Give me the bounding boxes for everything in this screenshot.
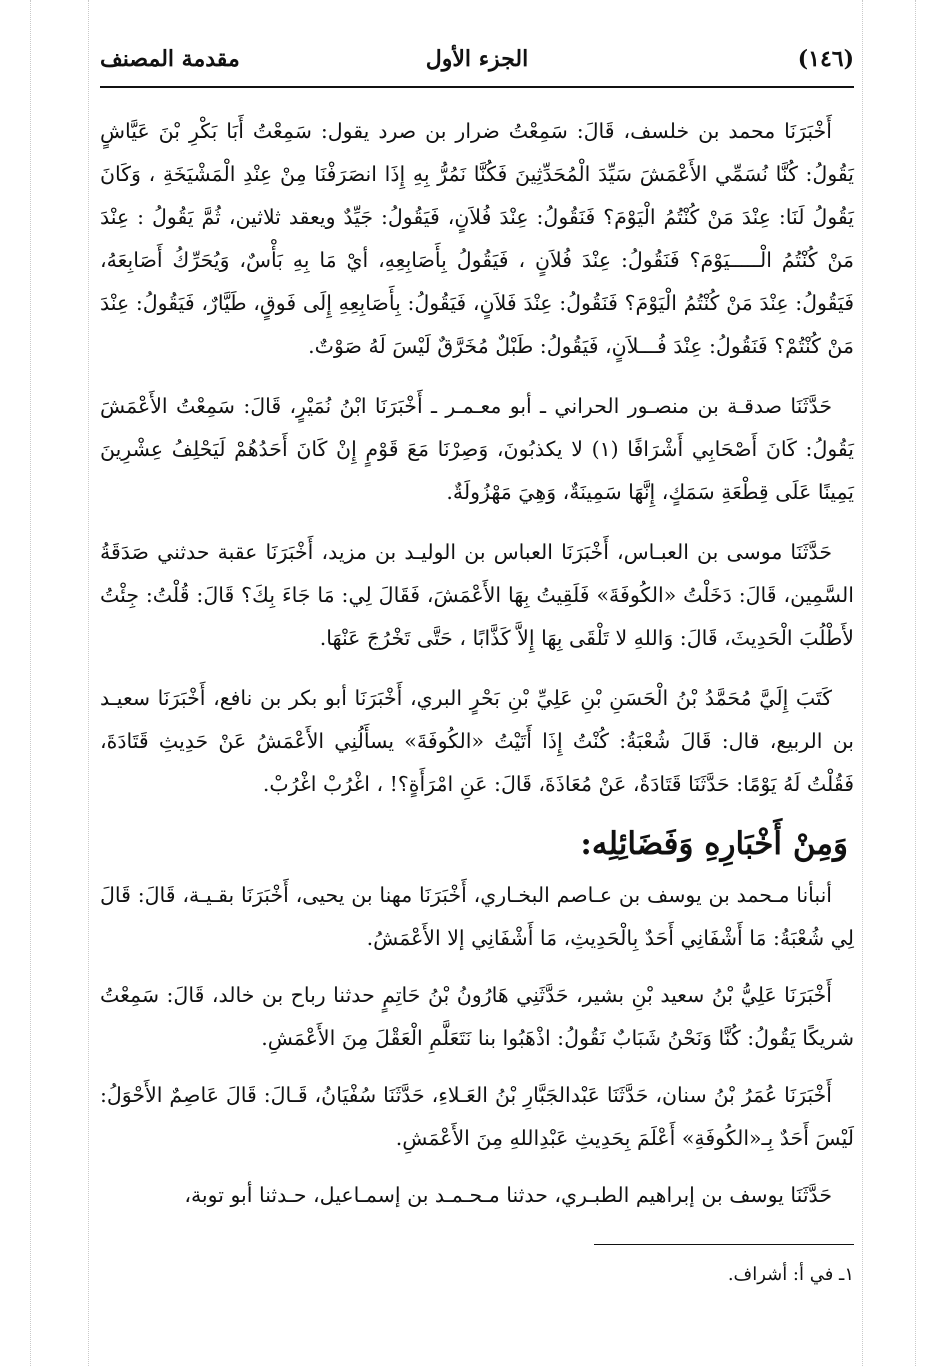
paragraph: حَدَّثَنَا يوسف بن إبراهيم الطبـري، حدثنا مـحـمـد بن إسمـاعيل، حـدثنا أبو توبة، [184, 1183, 832, 1207]
paragraph: حَدَّثَنَا صدقـة بن منصـور الحراني ـ أبو معـمـر ـ أَخْبَرَنَا ابْنُ نُمَيْرٍ، قَالَ: سَمِعْتُ الأَعْمَشَ يَقُولُ: كَانَ أَصْحَابِي أَشْرَافًا (١) لا يكذبُونَ، وَصِرْنَا مَعَ قَوْمٍ إِنْ كَانَ أَحَدُهُمْ لَيَحْلِفُ عِشْرِينَ يَمِينًا عَلَى قِطْعَةِ سَمَكٍ، إِنَّهَا سَمِينَةٌ، وَهِيَ مَهْزُولَةٌ. [100, 394, 855, 504]
paragraph: أَخْبَرَنَا عَلِيُّ بْنُ سعيد بْنِ بشير، حَدَّثَنِي هَارُونُ بْنُ حَاتِمٍ حدثنا رباح بن خالد، قَالَ: سَمِعْتُ شريكًا يَقُولُ: كُنَّا وَنَحْنُ شَبَابٌ نَقُولُ: اذْهَبُوا بنا نَتَعَلَّمِ الْعَقْلَ مِنَ الأَعْمَشِ. [100, 983, 854, 1050]
footnote: ١ـ في أ: أشراف. [727, 1264, 854, 1285]
section-title: مقدمة المصنف [100, 46, 240, 72]
section-heading: وَمِنْ أَخْبَارِهِ وَفَضَائِلِه: [580, 826, 848, 862]
main-text [100, 110, 854, 1231]
margin-guide-line [915, 0, 916, 1366]
paragraph: أَخْبَرَنَا محمد بن خلسف، قَالَ: سَمِعْتُ ضرار بن صرد يقول: سَمِعْتُ أَبَا بَكْرِ بْنَ عَيَّاشٍ يَقُولُ: كُنَّا نُسَمِّي الأَعْمَشَ سَيِّدَ الْمُحَدِّثِينَ فَكُنَّا نَمُرُّ بِهِ إِذَا انصَرَفْنَا مِنْ عِنْدِ الْمَشْيَخَةِ ، وَكَانَ يَقُولُ لَنَا: عِنْدَ مَنْ كُنْتُمُ الْيَوْمَ؟ فَنَقُولُ: عِنْدَ فُلاَنٍ، فَيَقُولُ: جَيِّدٌ ويعقد ثلاثين، ثُمَّ يَقُولُ : عِنْدَ مَنْ كُنْتُمُ الْـــــيَوْمَ؟ فَنَقُولُ: عِنْدَ فُلاَنٍ ، فَيَقُولُ بِأَصَابِعِهِ، أيْ مَا بِهِ بَأْسٌ، وَيُحَرِّكُ أَصَابِعَهُ، فَيَقُولُ: عِنْدَ مَنْ كُنْتُمُ الْيَوْمَ؟ فَنَقُولُ: عِنْدَ فَلاَنٍ، فَيَقُولُ: بِأَصَابِعِهِ إِلَى فَوقٍ، طَيَّارٌ، فَيَقُولُ: عِنْدَ مَنْ كُنْتُمْ؟ فَنَقُولُ: عِنْدَ فُـــلاَنٍ، فَيَقُولُ: طَبْلٌ مُخَرَّقٌ لَيْسَ لَهُ صَوْتٌ. [100, 119, 854, 358]
footnote-rule [594, 1244, 854, 1245]
volume-title: الجزء الأول [425, 46, 529, 72]
paragraph: أنبأنا مـحمد بن يوسف بن عـاصم البخـاري، أَخْبَرَنَا مهنا بن يحيى، أَخْبَرَنَا بقـيـة، قَالَ: قَالَ لِي شُعْبَةُ: مَا أَشْفَانِي أَحَدٌ بِالْحَدِيثِ، مَا أَشْفَانِي إلا الأَعْمَشُ. [100, 883, 854, 950]
paragraph: كَتَبَ إِلَيَّ مُحَمَّدُ بْنُ الْحَسَنِ بْنِ عَلِيِّ بْنِ بَحْرٍ البري، أَخْبَرَنَا أبو بكر بن نافع، أَخْبَرَنَا سعيـد بن الربيع، قال: قَالَ شُعْبَةُ: كُنْتُ إِذَا أَتَيْتُ «الكُوفَةَ» يسأَلُنِي الأَعْمَشُ عَنْ حَدِيثِ قَتَادَةَ، فَقُلْتُ لَهُ يَوْمًا: حَدَّثَنَا قَتَادَةُ، عَنْ مُعَاذَةَ، قَالَ: عَنِ امْرَأَةٍ؟! ، اغْرُبْ اغْرُبْ. [100, 686, 854, 796]
header-rule [100, 86, 854, 88]
paragraph: أَخْبَرَنَا عُمَرُ بْنُ سنان، حَدَّثَنَا عَبْدالجَبَّارِ بْنُ العَـلاءِ، حَدَّثَنَا سُفْيَانُ، قَـالَ: قَالَ عَاصِمٌ الأَحْوَلُ: لَيْسَ أَحَدٌ بِـ«الكُوفَةِ» أَعْلَمَ بِحَدِيثِ عَبْدِاللهِ مِنَ الأَعْمَشِ. [100, 1083, 854, 1150]
running-header [100, 42, 854, 82]
margin-guide-line [30, 0, 31, 1366]
page-number: (١٤٦) [797, 46, 854, 72]
paragraph: حَدَّثَنَا موسى بن العبـاس، أَخْبَرَنَا العباس بن الوليـد بن مزيد، أَخْبَرَنَا عقبة حدثني صَدَقَةُ السَّمِين، قَالَ: دَخَلْتُ «الكُوفَةَ» فَلَقِيتُ بِهَا الأَعْمَشَ، فَقَالَ لِي: مَا جَاءَ بِكَ؟ قَالَ: قُلْتُ: جِئْتُ لأَطْلُبَ الْحَدِيثَ، قَالَ: وَاللهِ لا تَلْقَى بِهَا إِلاَّ كَذَّابًا ، حَتَّى تَخْرُجَ عَنْهَا. [100, 540, 854, 650]
margin-guide-line [862, 0, 863, 1366]
margin-guide-line [88, 0, 89, 1366]
